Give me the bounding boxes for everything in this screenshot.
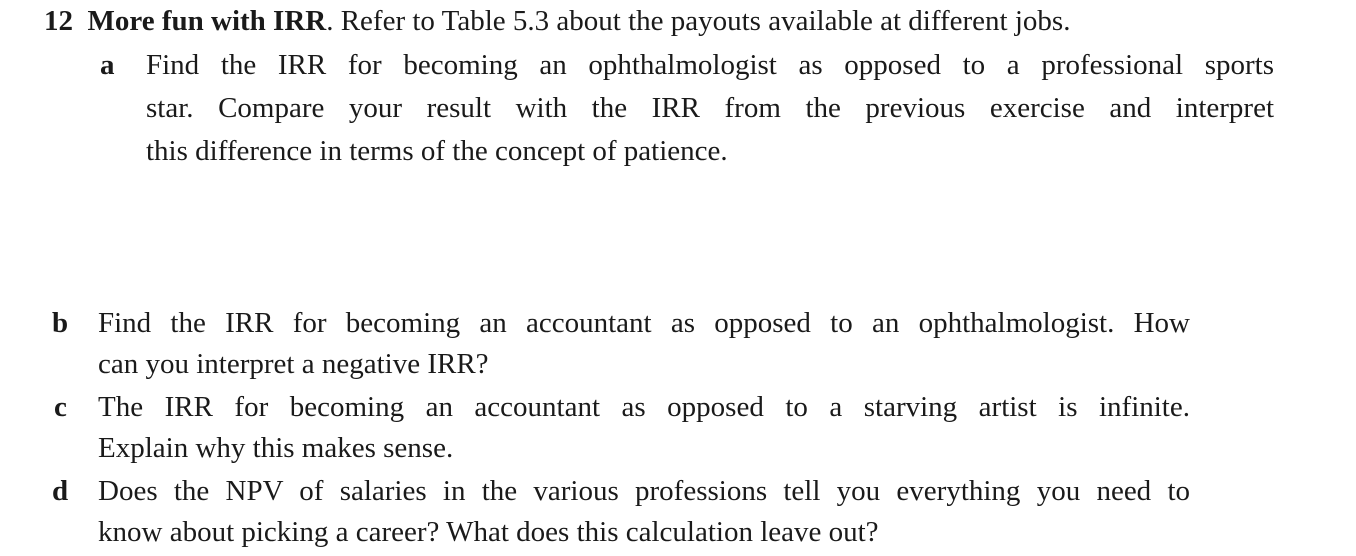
part-b-label: b (52, 307, 69, 339)
exercise-header (44, 0, 1070, 42)
part-d-line-2: know about picking a career? What does this calculation leave out? (98, 516, 879, 548)
part-a-line-2: star. Compare your result with the IRR from the previous exercise and interpret (146, 92, 1274, 124)
part-c-line-2: Explain why this makes sense. (98, 432, 454, 464)
part-b-line-1: Find the IRR for becoming an accountant as opposed to an ophthalmologist. How (98, 307, 1190, 339)
part-c-label: c (54, 391, 67, 423)
exercise-number: 12 (44, 5, 73, 37)
exercise-intro: . Refer to Table 5.3 about the payouts available at different jobs. (326, 5, 1071, 37)
part-a-line-3: this difference in terms of the concept of patience. (146, 135, 728, 167)
part-a-line-1: Find the IRR for becoming an ophthalmologist as opposed to a professional sports (146, 49, 1274, 81)
part-d-label: d (52, 475, 69, 507)
part-b-line-2: can you interpret a negative IRR? (98, 348, 489, 380)
exercise-title: More fun with IRR (87, 5, 327, 37)
part-d-line-1: Does the NPV of salaries in the various professions tell you everything you need to (98, 475, 1190, 507)
part-a-label: a (100, 49, 115, 81)
part-c-line-1: The IRR for becoming an accountant as opposed to a starving artist is infinite. (98, 391, 1190, 423)
